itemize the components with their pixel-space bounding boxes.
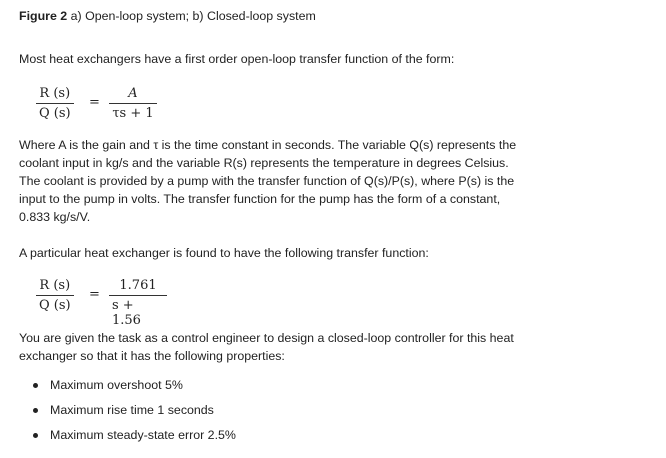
- task-line-2: exchanger so that it has the following properties:: [19, 349, 285, 363]
- eq1-rhs-denominator: τs + 1: [112, 106, 154, 121]
- requirements-list: [19, 373, 236, 448]
- eq2-equals-sign: =: [89, 287, 100, 302]
- definitions-paragraph: [19, 136, 539, 226]
- eq2-rhs-fraction: [109, 278, 167, 328]
- definitions-line-1: Where A is the gain and τ is the time constant in seconds. The variable Q(s) represents the: [19, 138, 517, 152]
- definitions-line-3: The coolant is provided by a pump with the transfer function of Q(s)/P(s), where P(s) is the: [19, 174, 515, 188]
- definitions-line-2: coolant input in kg/s and the variable R(s) represents the temperature in degrees Celsius.: [19, 156, 509, 170]
- figure-caption: [19, 9, 316, 23]
- definitions-line-5: 0.833 kg/s/V.: [19, 210, 91, 224]
- task-line-1: You are given the task as a control engineer to design a closed-loop controller for this heat: [19, 331, 514, 345]
- list-item: Maximum steady-state error 2.5%: [19, 423, 236, 448]
- figure-caption-text: a) Open-loop system; b) Closed-loop system: [67, 9, 316, 23]
- list-item: Maximum rise time 1 seconds: [19, 398, 236, 423]
- particular-exchanger-paragraph: A particular heat exchanger is found to have the following transfer function:: [19, 246, 429, 260]
- eq1-lhs-fraction: [36, 86, 74, 121]
- list-item: Maximum overshoot 5%: [19, 373, 236, 398]
- eq2-lhs-denominator: Q (s): [39, 298, 71, 313]
- eq2-rhs-numerator: 1.761: [119, 278, 157, 293]
- figure-label: Figure 2: [19, 9, 68, 23]
- eq1-equals-sign: =: [89, 95, 100, 110]
- eq2-lhs-fraction: [36, 278, 74, 313]
- eq2-lhs-numerator: R (s): [39, 278, 71, 293]
- definitions-line-4: input to the pump in volts. The transfer function for the pump has the form of a constant,: [19, 192, 501, 206]
- eq1-rhs-fraction: [109, 86, 157, 121]
- eq1-lhs-denominator: Q (s): [39, 106, 71, 121]
- eq2-rhs-denominator: s + 1.56: [112, 298, 141, 328]
- eq1-lhs-numerator: R (s): [39, 86, 71, 101]
- eq1-rhs-numerator: A: [128, 86, 138, 101]
- task-paragraph: [19, 329, 539, 365]
- intro-paragraph: Most heat exchangers have a first order open-loop transfer function of the form:: [19, 52, 455, 66]
